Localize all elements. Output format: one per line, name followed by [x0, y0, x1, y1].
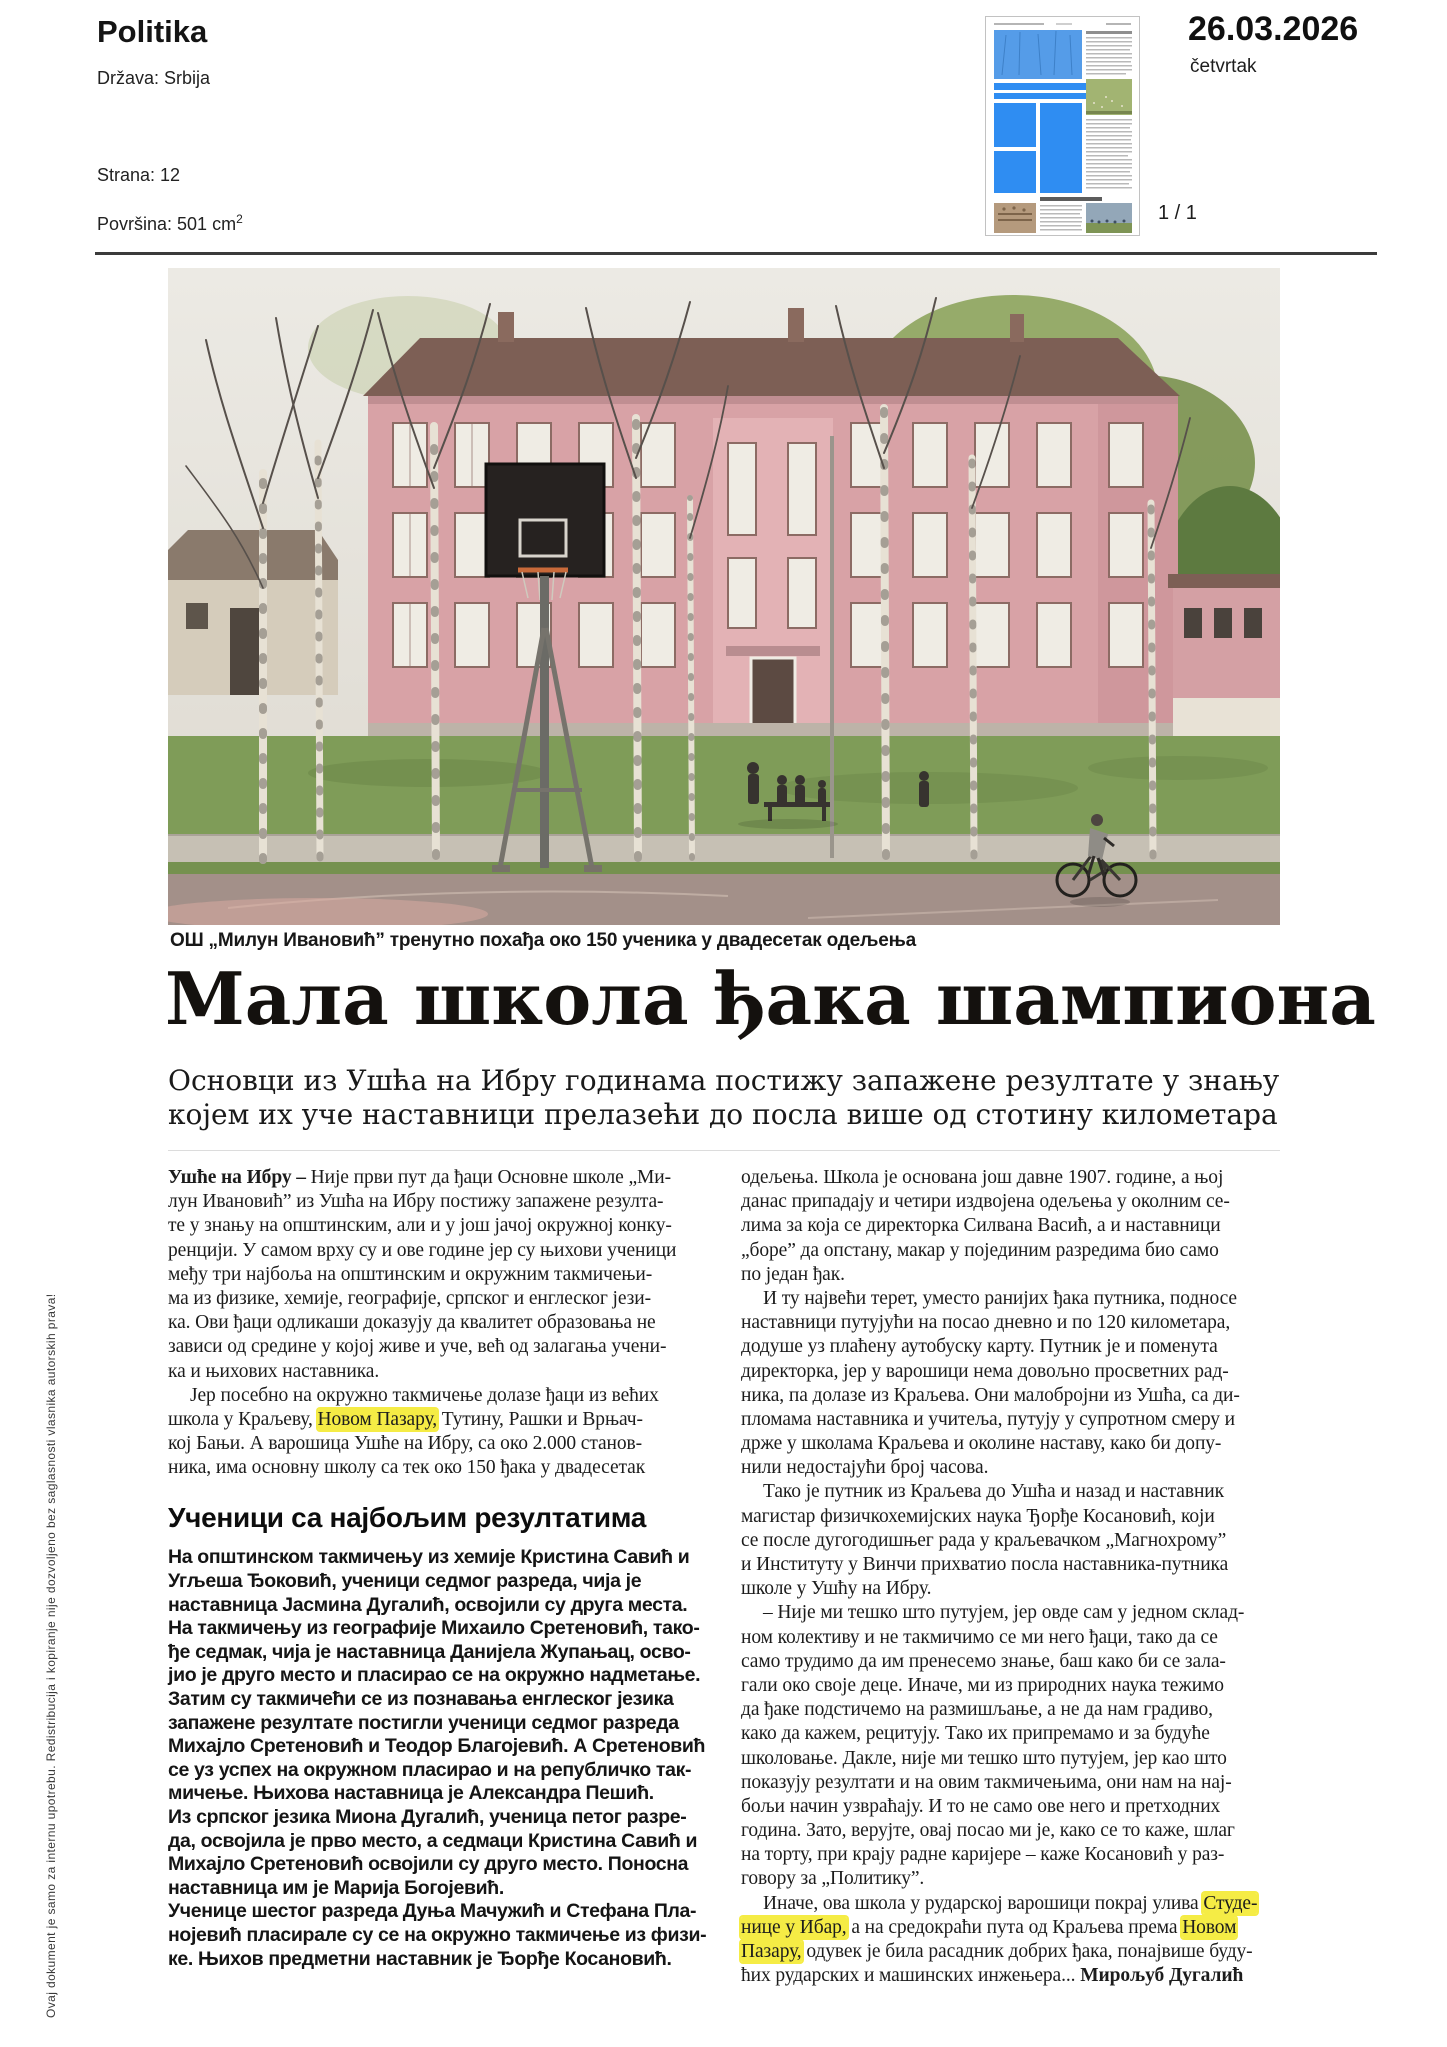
- country-label: Država: Srbija: [97, 68, 211, 88]
- body-line: се уз успех на окружном пласирао и на републичко так-: [168, 1758, 692, 1781]
- body-line: се после дугогодишњег рада у краљевачком „Магнохрому”: [741, 1529, 1227, 1551]
- body-line: директорка, јер у варошици нема довољно просветних рад-: [741, 1360, 1229, 1382]
- column-2-text: [741, 1166, 1303, 1988]
- body-line: Пазару, одувек је била расадник добрих ђака, понајвише буду-: [741, 1941, 1253, 1962]
- header-divider: [95, 252, 1377, 255]
- area-label: Površina: 501 $cm^2$: [97, 212, 243, 234]
- body-line: магистар физичкохемијских наука Ђорђе Косановић, који: [741, 1505, 1215, 1527]
- body-line: како да кажем, рецитују. Тако их припремамо и за будуће: [741, 1723, 1210, 1745]
- body-line: школе у Ушћу на Ибру.: [741, 1578, 932, 1600]
- body-line: наставници путујући на посао дневно и по 120 километара,: [741, 1312, 1231, 1334]
- body-line: лима за која се директорка Силвана Васић, а и наставници: [741, 1215, 1221, 1237]
- body-line: на торту, при крају радне каријере – каже Косановић у раз-: [741, 1844, 1225, 1866]
- body-line: да, освојила је прво место, а седмаци Кристина Савић и: [168, 1829, 698, 1852]
- clip-date: 26.03.2026: [1188, 10, 1359, 48]
- deck-line-2: којем их уче наставници прелазећи до посла више од стотину километара: [168, 1098, 1278, 1131]
- body-line: „боре” да опстану, макар у појединим разредима био само: [741, 1239, 1219, 1261]
- body-line: школа у Краљеву, Новом Пазару, Тутину, Рашки и Врњач-: [168, 1408, 643, 1430]
- usage-notice: Ovaj dokument je samo za internu upotrebu. Redistribucija i kopiranje nije dozvoljeno bez saglasnosti vlasnika autorskih prava!: [44, 1293, 58, 2018]
- body-line: додуше уз плаћену аутобуску карту. Путник је и поменута: [741, 1336, 1218, 1358]
- body-line: Тако је путник из Краљева до Ушћа и назад и наставник: [763, 1481, 1225, 1503]
- body-line: Михајло Сретеновић и Теодор Благојевић. А Сретеновић: [168, 1735, 706, 1758]
- body-line: пломама наставника и учитеља, путују у супротном смеру и: [741, 1408, 1236, 1430]
- body-line: На општинском такмичењу из хемије Кристина Савић и: [168, 1546, 690, 1569]
- body-line: говору за „Политику”.: [741, 1868, 925, 1890]
- body-line: Михајло Сретеновић освојили су друго место. Поносна: [168, 1853, 689, 1876]
- body-line: по један ђак.: [741, 1263, 845, 1285]
- body-line: На такмичењу из географије Михаило Сретеновић, тако-: [168, 1617, 700, 1640]
- deck-divider: [168, 1150, 1280, 1151]
- body-line: Иначе, ова школа у рударској варошици покрај улива Студе-: [763, 1892, 1258, 1914]
- article-column-2: [741, 1166, 1303, 1988]
- body-line: запажене резултате постигли ученици седмог разреда: [168, 1711, 679, 1734]
- article-column-1: [168, 1166, 730, 1971]
- body-line: ма из физике, хемије, географије, српског и енглеског јези-: [168, 1287, 652, 1309]
- page-label: Strana: 12: [97, 165, 181, 185]
- body-line: ника, има основну школу са тек око 150 ђака у двадесетак: [168, 1457, 646, 1479]
- body-line: држе у школама Краљева и околине наставу, како би допу-: [741, 1433, 1222, 1455]
- school-photo-illustration: [168, 268, 1280, 925]
- body-line: година. Зато, верујте, овај посао ми је, како се то каже, шлаг: [741, 1820, 1235, 1842]
- body-line: и Институту у Винчи прихватио посла наставника-путника: [741, 1554, 1229, 1575]
- body-line: само трудимо да им пренесемо знање, баш како би се зала-: [741, 1650, 1226, 1672]
- body-line: мичење. Њихова наставница је Александра Пешић.: [168, 1782, 654, 1805]
- article-deck: [168, 1064, 1286, 1132]
- body-line: показују резултати и на овим такмичењима, они нам на нај-: [741, 1771, 1232, 1793]
- body-line: ђе седмак, чија је наставница Данијела Жупањац, осво-: [168, 1640, 691, 1663]
- page-indicator: 1 / 1: [1158, 202, 1197, 224]
- article-photo: [168, 268, 1280, 925]
- body-line: Јер посебно на окружно такмичење долазе ђаци из већих: [190, 1384, 659, 1406]
- body-line: гали око своје деце. Иначе, ми из природних наука тежимо: [741, 1674, 1224, 1696]
- body-line: лун Ивановић” из Ушћа на Ибру постижу запажене резулта-: [168, 1191, 664, 1213]
- article-headline: Мала школа ђака шампиона: [165, 956, 1376, 1041]
- body-line: Ученице шестог разреда Дуња Мачужић и Стефана Пла-: [168, 1900, 697, 1923]
- results-box-text: [168, 1546, 730, 1971]
- body-line: да ђаке подстичемо на размишљање, а не да нам градиво,: [741, 1699, 1213, 1721]
- body-line: ћих рударских и машинских инжењера... Мирољуб Дугалић: [741, 1965, 1244, 1987]
- body-line: И ту највећи терет, уместо ранијих ђака путника, подносе: [763, 1287, 1237, 1309]
- body-line: те у знању на општинским, али и у још јачој окружној конку-: [168, 1215, 672, 1237]
- clip-weekday: četvrtak: [1190, 56, 1257, 77]
- body-line: ника, па долазе из Краљева. Они малобројни из Ушћа, са ди-: [741, 1384, 1240, 1406]
- body-line: нојевић пласирале су се на окружно такмичење из физи-: [168, 1923, 707, 1946]
- page-thumbnail: [985, 16, 1140, 236]
- body-line: наставница им је Марија Богојевић.: [168, 1876, 504, 1899]
- newspaper-name: Politika: [97, 14, 208, 49]
- body-line: Из српског језика Миона Дугалић, ученица петог разре-: [168, 1805, 687, 1828]
- column-1-text: [168, 1166, 730, 1480]
- body-line: ка. Ови ђаци одликаши доказују да квалитет образовања не: [168, 1312, 656, 1334]
- body-line: нили недостајући број часова.: [741, 1457, 989, 1479]
- body-line: Ушће на Ибру – Није први пут да ђаци Основне школе „Ми-: [168, 1167, 671, 1188]
- body-line: – Није ми тешко што путујем, јер овде сам у једном склад-: [763, 1602, 1245, 1624]
- photo-caption: ОШ „Милун Ивановић” тренутно похађа око 150 ученика у двадесетак одељења: [170, 930, 916, 951]
- body-line: одељења. Школа је основана још давне 1907. године, а њој: [741, 1167, 1224, 1188]
- body-line: ном колективу и не такмичимо се ми него ђаци, тако да се: [741, 1626, 1218, 1648]
- results-box-heading: Ученици са најбољим резултатима: [168, 1502, 647, 1534]
- body-line: међу три најбоља на општинским и окружним такмичењи-: [168, 1263, 653, 1285]
- body-line: кој Бањи. А варошица Ушће на Ибру, са око 2.000 станов-: [168, 1433, 643, 1455]
- body-line: ка и њихових наставника.: [168, 1360, 380, 1382]
- body-line: данас припадају и четири издвојена одељења у околним се-: [741, 1191, 1230, 1213]
- body-line: Угљеша Ђоковић, ученици седмог разреда, чија је: [168, 1570, 642, 1593]
- body-line: Затим су такмичећи се из познавања енглеског језика: [168, 1688, 674, 1710]
- body-line: зависи од средине у којој живе и уче, већ од залагања учени-: [168, 1336, 667, 1358]
- deck-line-1: Основци из Ушћа на Ибру годинама постижу запажене резултате у знању: [168, 1064, 1280, 1097]
- body-line: јио је друго место и пласирао се на окружно надметање.: [168, 1664, 701, 1687]
- body-line: бољи начин узвраћају. И то не само ове него и претходних: [741, 1795, 1221, 1817]
- page-thumbnail-graphic: [986, 17, 1139, 235]
- body-line: ренцији. У самом врху су и ове године јер су њихови ученици: [168, 1239, 677, 1261]
- body-line: наставница Јасмина Дугалић, освојили су друга места.: [168, 1593, 688, 1616]
- body-line: нице у Ибар, а на средокраћи пута од Краљева према Новом: [741, 1916, 1237, 1938]
- body-line: школовање. Дакле, није ми тешко што путујем, јер као што: [741, 1747, 1227, 1769]
- body-line: ке. Њихов предметни наставник је Ђорђе Косановић.: [168, 1947, 672, 1970]
